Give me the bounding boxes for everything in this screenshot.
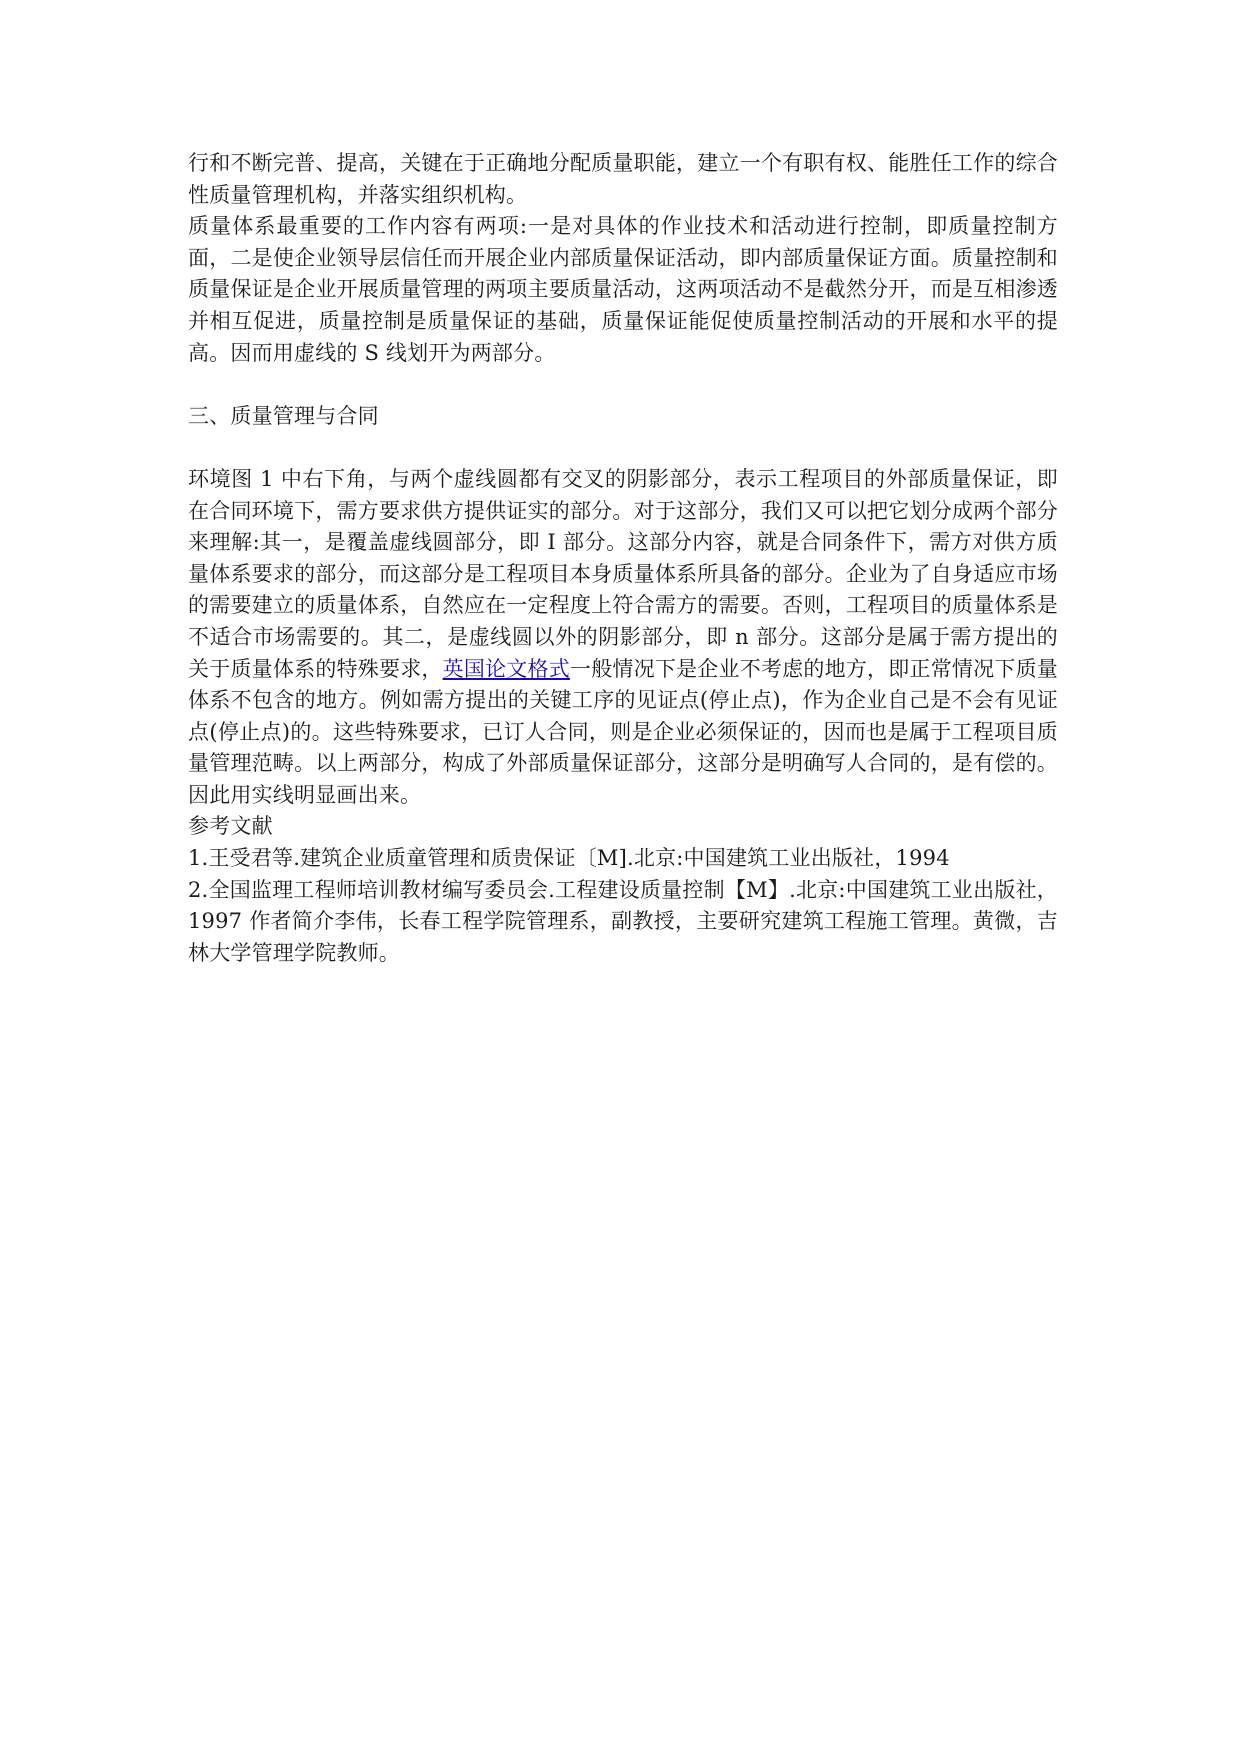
section-heading: 三、质量管理与合同 (188, 403, 379, 428)
paragraph-text-after-link: 一般情况下是企业不考虑的地方，即正常情况下质量体系不包含的地方。例如需方提出的关键工序的见证点(停止点)，作为企业自己是不会有见证点(停止点)的。这些特殊要求，已订人合同，则是企业必须保证的，因而也是属于工程项目质量管理范畴。以上两部分，构成了外部质量保证部分，这部分是明确写人合同的，是有偿的。因此用实线明显画出来。 (188, 656, 1058, 807)
paragraph-text-before-link: 环境图 1 中右下角，与两个虚线圆都有交叉的阴影部分，表示工程项目的外部质量保证，即在合同环境下，需方要求供方提供证实的部分。对于这部分，我们又可以把它划分成两个部分来理解:其一，是覆盖虚线圆部分，即 I 部分。这部分内容，就是合同条件下，需方对供方质量体系要求的部分，而这部分是工程项目本身质量体系所具备的部分。企业为了自身适应市场的需要建立的质量体系，自然应在一定程度上符合需方的需要。否则，工程项目的质量体系是不适合市场需要的。其二，是虚线圆以外的阴影部分，即 n 部分。这部分是属于需方提出的关于质量体系的特殊要求， (188, 466, 1058, 681)
paragraph-contract-environment (188, 464, 1058, 812)
spacer (188, 369, 1058, 401)
thesis-format-link[interactable]: 英国论文格式 (442, 656, 570, 681)
references-title: 参考文献 (188, 814, 273, 839)
paragraph-quality-system-content: 质量体系最重要的工作内容有两项:一是对具体的作业技术和活动进行控制，即质量控制方面，二是使企业领导层信任而开展企业内部质量保证活动，即内部质量保证方面。质量控制和质量保证是企业开展质量管理的两项主要质量活动，这两项活动不是截然分开，而是互相渗透并相互促进，质量控制是质量保证的基础，质量保证能促使质量控制活动的开展和水平的提高。因而用虚线的 S 线划开为两部分。 (188, 214, 1058, 365)
paragraph-quality-organization: 行和不断完普、提高，关键在于正确地分配质量职能，建立一个有职有权、能胜任工作的综合性质量管理机构，并落实组织机构。 (188, 151, 1058, 207)
reference-item: 1.王受君等.建筑企业质童管理和质贵保证〔M].北京:中国建筑工业出版社，1994 (188, 846, 950, 871)
reference-item: 2.全国监理工程师培训教材编写委员会.工程建设质量控制【M】.北京:中国建筑工业出版社，1997 作者简介李伟，长春工程学院管理系，副教授，主要研究建筑工程施工管理。黄微，吉林大学管理学院教师。 (188, 877, 1058, 965)
spacer (188, 432, 1058, 464)
document-page (188, 148, 1058, 969)
